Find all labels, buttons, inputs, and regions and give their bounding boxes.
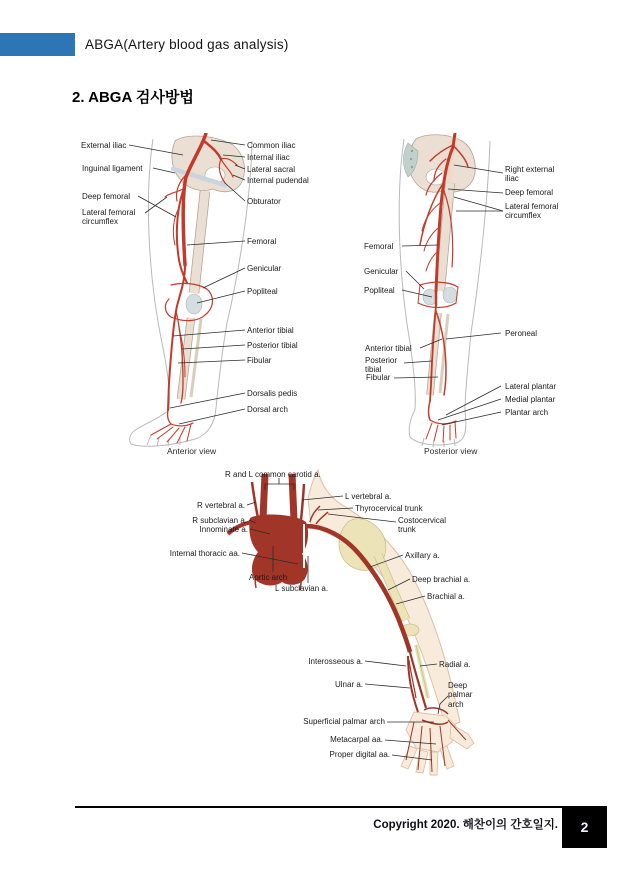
label-proper-digital: Proper digital aa. (329, 750, 390, 759)
label-axillary: Axillary a. (405, 551, 440, 560)
label-femoral: Femoral (364, 242, 394, 251)
posterior-leg-figure (358, 133, 630, 459)
label-internal-pudendal: Internal pudendal (247, 176, 309, 185)
label-popliteal: Popliteal (364, 286, 395, 295)
label-internal-iliac: Internal iliac (247, 153, 290, 162)
label-radial: Radial a. (439, 660, 471, 669)
header-accent-bar (0, 33, 75, 56)
bones (404, 135, 476, 395)
page-number: 2 (580, 819, 589, 835)
section-heading: 2. ABGA 검사방법 (72, 89, 194, 106)
label-deep-femoral: Deep femoral (505, 188, 554, 197)
label-inguinal-ligament: Inguinal ligament (82, 164, 143, 173)
anterior-leg-figure (75, 133, 333, 459)
label-thyrocervical-trunk: Thyrocervical trunk (355, 504, 423, 513)
label-dorsalis-pedis: Dorsalis pedis (247, 389, 298, 398)
label-common-iliac: Common iliac (247, 141, 296, 150)
document-title: ABGA(Artery blood gas analysis) (85, 37, 289, 52)
label-lateral-femoral-circumflex: Lateral femoral circumflex (505, 202, 559, 221)
label-anterior-tibial: Anterior tibial (247, 326, 294, 335)
label-costocervical-trunk: Costocervical trunk (398, 516, 447, 535)
label-popliteal: Popliteal (247, 287, 278, 296)
label-r-l-common-carotid: R and L common carotid a. (225, 470, 321, 479)
label-superficial-palmar-arch: Superficial palmar arch (303, 717, 385, 726)
posterior-view-caption: Posterior view (424, 446, 478, 456)
label-medial-plantar: Medial plantar (505, 395, 556, 404)
label-deep-femoral: Deep femoral (82, 192, 131, 201)
label-femoral: Femoral (247, 237, 277, 246)
label-brachial: Brachial a. (427, 592, 465, 601)
label-lateral-femoral-circumflex: Lateral femoral circumflex (82, 208, 136, 227)
label-right-external-iliac: Right external iliac (505, 165, 555, 184)
label-r-vertebral: R vertebral a. (196, 501, 245, 510)
label-lateral-sacral: Lateral sacral (247, 165, 296, 174)
label-fibular: Fibular (366, 373, 391, 382)
label-ulnar: Ulnar a. (334, 680, 363, 689)
label-dorsal-arch: Dorsal arch (247, 405, 288, 414)
label-posterior-tibial: Posterior tibial (247, 341, 298, 350)
label-genicular: Genicular (364, 267, 399, 276)
label-innominate: Innominate a. (199, 525, 248, 534)
label-r-subclavian: R subclavian a. (192, 516, 247, 525)
label-metacarpal: Metacarpal aa. (330, 735, 383, 744)
label-genicular: Genicular (247, 264, 282, 273)
page-number-box (562, 806, 607, 848)
label-peroneal: Peroneal (505, 329, 538, 338)
label-fibular: Fibular (247, 356, 272, 365)
label-obturator: Obturator (247, 197, 281, 206)
label-anterior-tibial: Anterior tibial (365, 344, 412, 353)
anterior-view-caption: Anterior view (167, 446, 217, 456)
label-posterior-tibial: Posterior tibial (365, 356, 398, 375)
arm-arteries-figure (148, 460, 493, 790)
label-internal-thoracic: Internal thoracic aa. (169, 549, 240, 558)
label-interosseous: Interosseous a. (308, 657, 363, 666)
label-l-subclavian: L subclavian a. (275, 584, 329, 593)
label-deep-palmar-arch: Deep palmar arch (448, 681, 473, 709)
copyright-text: Copyright 2020. 해찬이의 간호일지. (373, 819, 558, 831)
footer-divider (75, 806, 607, 808)
label-deep-brachial: Deep brachial a. (412, 575, 471, 584)
label-aortic-arch: Aortic arch (249, 573, 288, 582)
label-external-iliac: External iliac (81, 141, 127, 150)
label-l-vertebral: L vertebral a. (345, 492, 392, 501)
posterior-leg-illustration (358, 133, 630, 459)
label-plantar-arch: Plantar arch (505, 408, 549, 417)
label-lateral-plantar: Lateral plantar (505, 382, 557, 391)
